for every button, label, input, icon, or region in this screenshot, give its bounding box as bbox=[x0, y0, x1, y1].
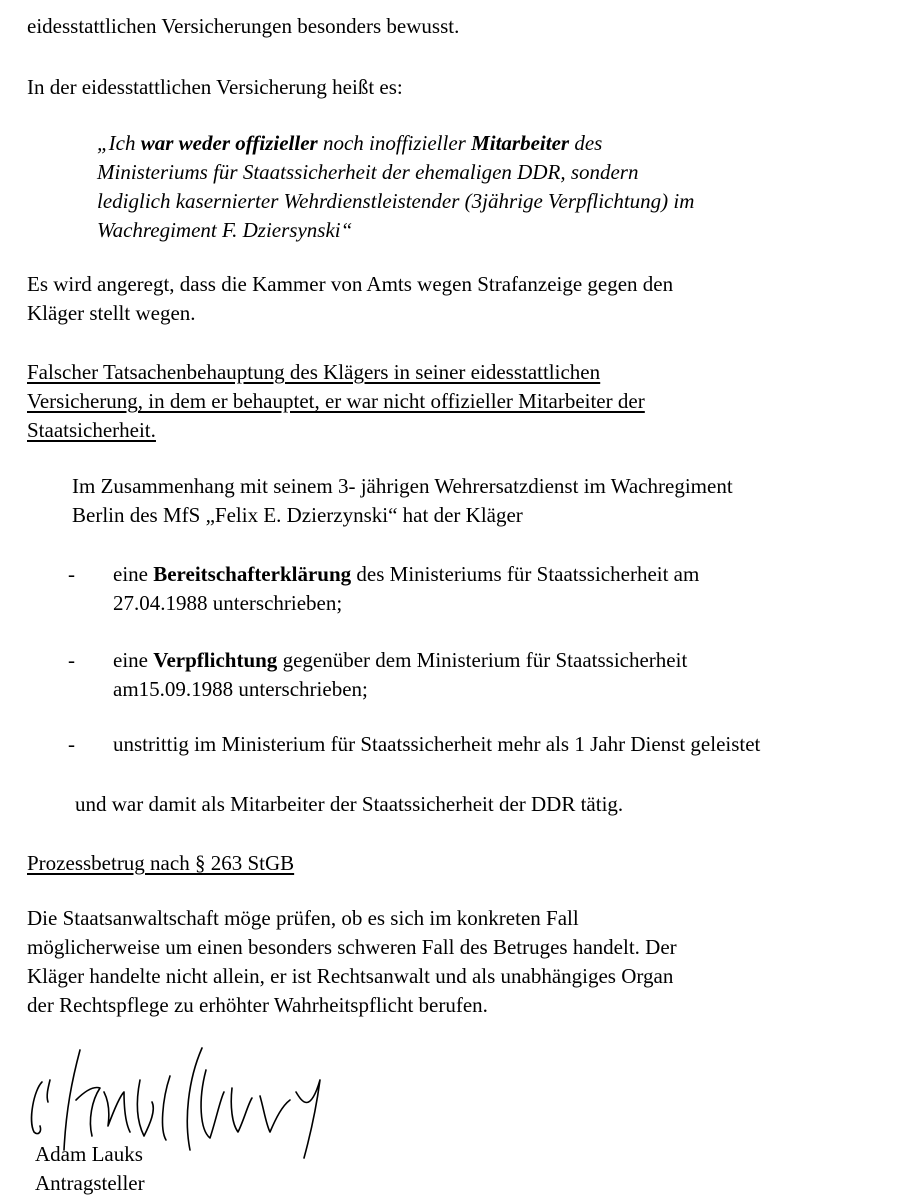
quoted-statement bbox=[97, 129, 694, 245]
quote-line-2: Ministeriums für Staatssicherheit der ehemaligen DDR, sondern bbox=[97, 160, 639, 184]
paragraph-suggestion bbox=[27, 270, 673, 328]
heading-line: Staatsicherheit. bbox=[27, 418, 156, 442]
paragraph-intro-end: eidesstattlichen Versicherungen besonders bewusst. bbox=[27, 14, 460, 38]
quote-line-3: lediglich kasernierter Wehrdienstleistender (3jährige Verpflichtung) im bbox=[97, 189, 695, 213]
dash-bullet-icon: - bbox=[68, 648, 75, 672]
bullet-bold-text: Bereitschafterklärung bbox=[153, 562, 352, 586]
quote-text: des bbox=[569, 131, 603, 155]
bullet-text: eine bbox=[113, 648, 154, 672]
paragraph-fraud bbox=[27, 904, 677, 1020]
quote-line-1 bbox=[97, 129, 694, 158]
signer-role: Antragsteller bbox=[35, 1171, 145, 1195]
heading-line: Versicherung, in dem er behauptet, er war nicht offizieller Mitarbeiter der bbox=[27, 389, 645, 413]
bullet-bold-text: Verpflichtung bbox=[153, 648, 278, 672]
heading-fraud: Prozessbetrug nach § 263 StGB bbox=[27, 851, 295, 875]
bullet-text: gegenüber dem Ministerium für Staatssicherheit bbox=[277, 648, 688, 672]
dash-bullet-icon: - bbox=[68, 732, 75, 756]
quote-text: „Ich bbox=[97, 131, 141, 155]
quote-bold-text: war weder offizieller bbox=[140, 131, 318, 155]
bullet-line: 27.04.1988 unterschrieben; bbox=[113, 591, 343, 615]
text-line: Kläger stellt wegen. bbox=[27, 301, 196, 325]
text-line: Es wird angeregt, dass die Kammer von Amts wegen Strafanzeige gegen den bbox=[27, 272, 674, 296]
bullet-line: am15.09.1988 unterschrieben; bbox=[113, 677, 368, 701]
text-line: möglicherweise um einen besonders schweren Fall des Betruges handelt. Der bbox=[27, 935, 677, 959]
heading-false-claim bbox=[27, 358, 645, 445]
text-line: Die Staatsanwaltschaft möge prüfen, ob es sich im konkreten Fall bbox=[27, 906, 579, 930]
paragraph-conclusion: und war damit als Mitarbeiter der Staatssicherheit der DDR tätig. bbox=[75, 792, 624, 816]
quote-text: noch inoffizieller bbox=[317, 131, 472, 155]
signer-name: Adam Lauks bbox=[35, 1142, 143, 1166]
bullet-text: eine bbox=[113, 562, 154, 586]
quote-bold-text: Mitarbeiter bbox=[471, 131, 570, 155]
bullet-text: des Ministeriums für Staatssicherheit am bbox=[351, 562, 700, 586]
text-line: Berlin des MfS „Felix E. Dzierzynski“ hat der Kläger bbox=[72, 503, 523, 527]
dash-bullet-icon: - bbox=[68, 562, 75, 586]
signature-block bbox=[35, 1140, 145, 1198]
paragraph-quote-intro: In der eidesstattlichen Versicherung heißt es: bbox=[27, 75, 403, 99]
text-line: der Rechtspflege zu erhöhter Wahrheitspflicht berufen. bbox=[27, 993, 488, 1017]
text-line: Kläger handelte nicht allein, er ist Rechtsanwalt und als unabhängiges Organ bbox=[27, 964, 674, 988]
quote-line-4: Wachregiment F. Dziersynski“ bbox=[97, 218, 353, 242]
bullet-line bbox=[113, 646, 687, 675]
text-line: Im Zusammenhang mit seinem 3- jährigen Wehrersatzdienst im Wachregiment bbox=[72, 474, 733, 498]
bullet-line: unstrittig im Ministerium für Staatssicherheit mehr als 1 Jahr Dienst geleistet bbox=[113, 732, 761, 756]
bullet-line bbox=[113, 560, 699, 589]
heading-line: Falscher Tatsachenbehauptung des Klägers in seiner eidesstattlichen bbox=[27, 360, 601, 384]
paragraph-context bbox=[72, 472, 733, 530]
